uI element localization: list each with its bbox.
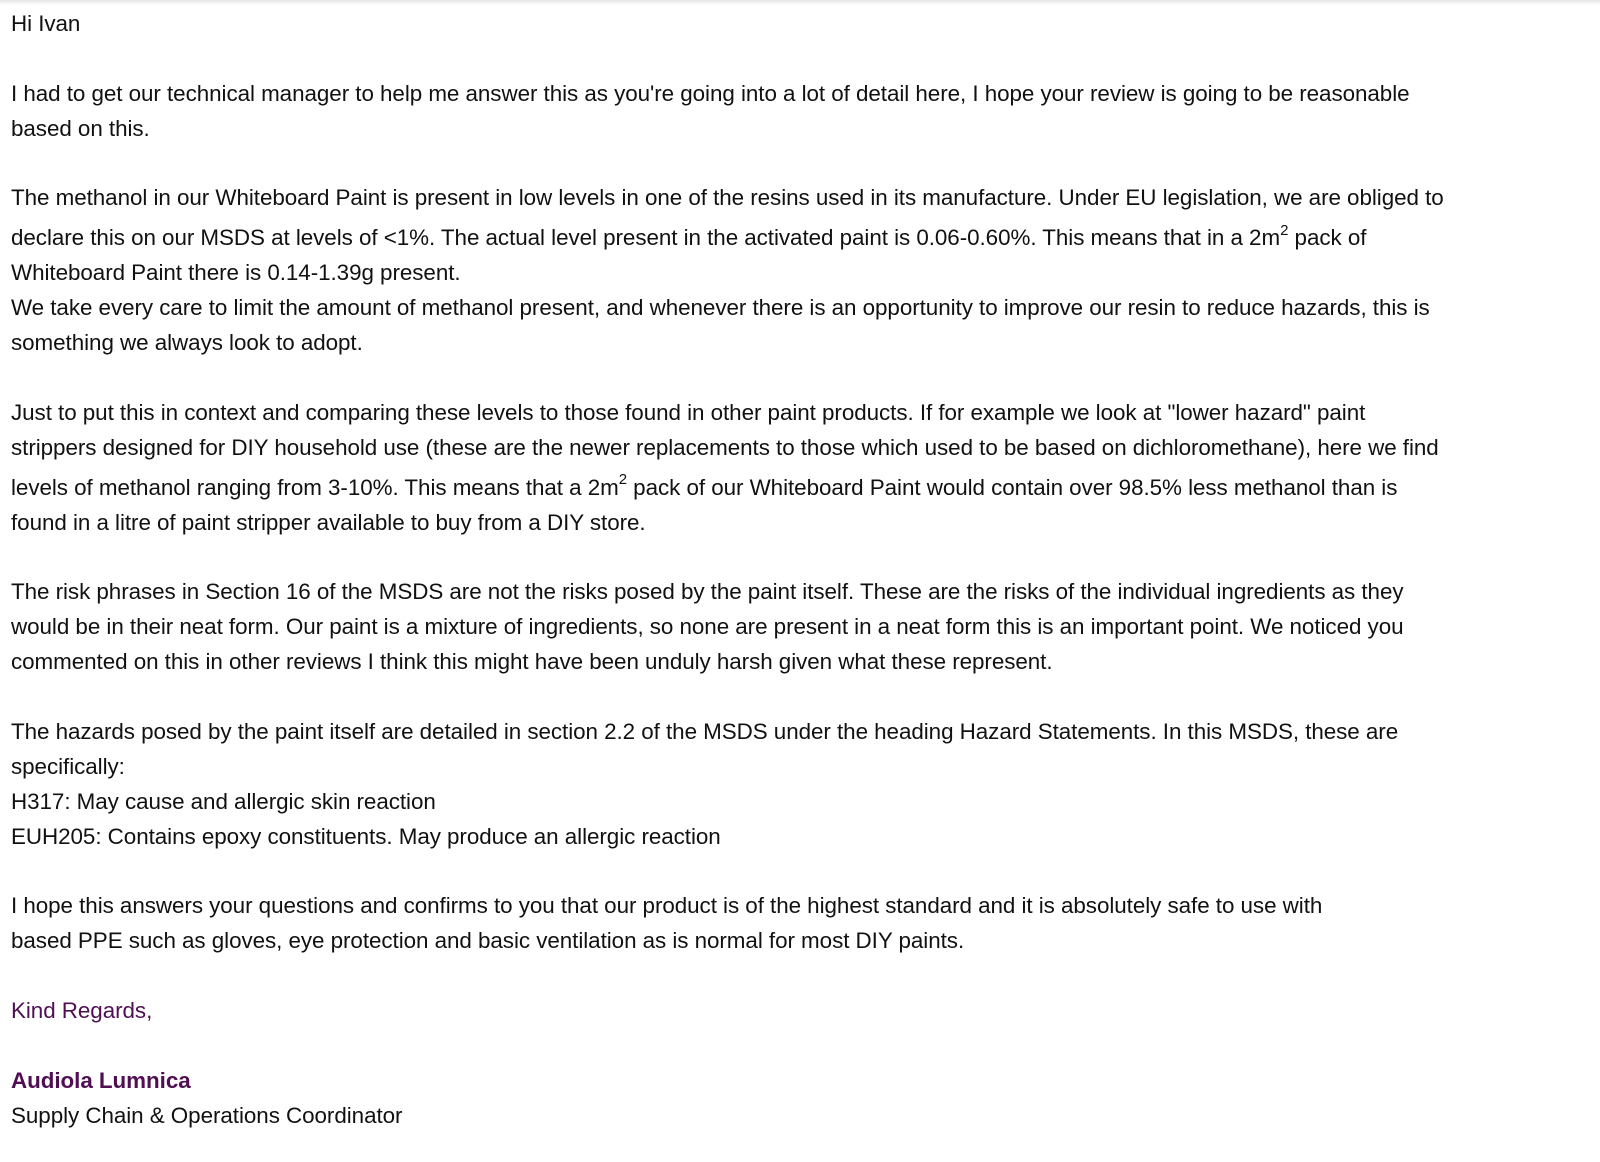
closing: Kind Regards, [11,998,153,1024]
paragraph-gap [11,855,1591,890]
text-line: The methanol in our Whiteboard Paint is present in low levels in one of the resins used in its manufacture. Under EU legislation, we are obliged to [11,185,1444,211]
paragraph-gap [11,147,1591,182]
text-line: based on this. [11,115,150,141]
text-line: would be in their neat form. Our paint is a mixture of ingredients, so none are present in a neat form this is an important point. We noticed you [11,614,1404,640]
text-line: We take every care to limit the amount of methanol present, and whenever there is an opportunity to improve our resin to reduce hazards, this is [11,295,1430,321]
paragraph-methanol-levels [11,181,1591,361]
text-segment: declare this on our MSDS at levels of <1%. The actual level present in the activated paint is 0.06-0.60%. This means that in a 2m [11,225,1281,251]
paragraph-gap [11,959,1591,994]
text-line [11,466,1591,506]
paragraph-intro [11,77,1591,147]
text-segment: levels of methanol ranging from 3-10%. This means that a 2m [11,474,619,500]
text-line: The hazards posed by the paint itself are detailed in section 2.2 of the MSDS under the heading Hazard Statements. In this MSDS, these are [11,719,1399,745]
paragraph-gap [11,361,1591,396]
superscript: 2 [1280,221,1289,239]
text-line: found in a litre of paint stripper available to buy from a DIY store. [11,509,646,535]
hazard-statement: H317: May cause and allergic skin reaction [11,788,436,814]
signature-block [11,1064,1591,1134]
paragraph-gap [11,541,1591,576]
text-line: The risk phrases in Section 16 of the MSDS are not the risks posed by the paint itself. These are the risks of the individual ingredients as they [11,579,1404,605]
text-line: strippers designed for DIY household use (these are the newer replacements to those which used to be based on dichloromethane), here we find [11,434,1439,460]
greeting: Hi Ivan [11,11,81,36]
paragraph-context [11,396,1591,541]
text-line: based PPE such as gloves, eye protection and basic ventilation as is normal for most DIY paints. [11,928,965,954]
paragraph-conclusion [11,889,1591,959]
text-line: commented on this in other reviews I think this might have been unduly harsh given what these represent. [11,649,1053,675]
text-line: something we always look to adopt. [11,330,363,356]
superscript: 2 [618,471,628,489]
text-line: Just to put this in context and comparing these levels to those found in other paint products. If for example we look at "lower hazard" paint [11,399,1366,425]
top-edge-shadow [0,0,1600,5]
text-segment: pack of [1288,225,1367,251]
paragraph-risk-phrases [11,575,1591,680]
email-body [11,7,1591,1134]
hazard-statement: EUH205: Contains epoxy constituents. May produce an allergic reaction [11,823,721,849]
text-line: I had to get our technical manager to help me answer this as you're going into a lot of detail here, I hope your review is going to be reasonable [11,80,1410,106]
paragraph-gap [11,680,1591,715]
text-line: specifically: [11,753,125,779]
paragraph-hazard-statements [11,715,1591,855]
text-segment: pack of our Whiteboard Paint would contain over 98.5% less methanol than is [627,474,1398,500]
signature-title: Supply Chain & Operations Coordinator [11,1102,403,1128]
text-line: I hope this answers your questions and confirms to you that our product is of the highest standard and it is absolutely safe to use with [11,893,1323,919]
paragraph-gap [11,42,1591,77]
text-line [11,216,1591,256]
paragraph-gap [11,1029,1591,1064]
text-line: Whiteboard Paint there is 0.14-1.39g present. [11,260,461,286]
signature-name: Audiola Lumnica [11,1067,191,1093]
